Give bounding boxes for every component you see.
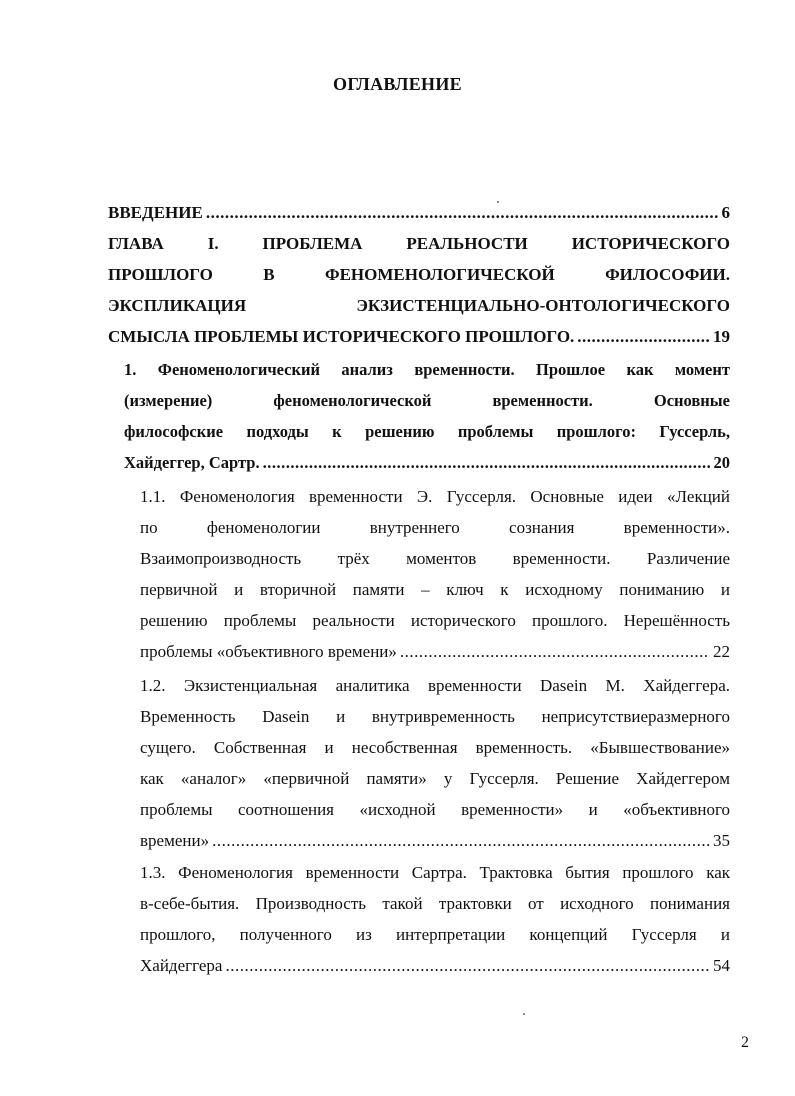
toc-entry-title: Хайдеггера: [140, 956, 223, 975]
toc-page-number: 54: [713, 956, 730, 975]
toc-entry-section-1[interactable]: [124, 354, 730, 478]
toc-entry-title: проблемы «объективного времени»: [140, 642, 397, 661]
toc-entry-title: СМЫСЛА ПРОБЛЕМЫ ИСТОРИЧЕСКОГО ПРОШЛОГО.: [108, 327, 575, 346]
page-number: 2: [741, 1034, 749, 1051]
toc-entry-section-1-3[interactable]: [140, 857, 730, 981]
dot-leader: [400, 636, 710, 667]
toc-entry-line: 1.3. Феноменология временности Сартра. Трактовка бытия прошлого как: [140, 863, 730, 882]
toc-page-number: 6: [721, 203, 730, 222]
toc-entry-line: первичной и вторичной памяти – ключ к исходному пониманию и: [140, 580, 730, 599]
toc-entry-line: [140, 825, 730, 856]
toc-entry-section-1-2[interactable]: [140, 670, 730, 856]
toc-entry-line: 1.2. Экзистенциальная аналитика временности Dasein М. Хайдеггера.: [140, 676, 730, 695]
toc-entry-line: [140, 636, 730, 667]
toc-page-number: 22: [713, 642, 730, 661]
toc-entry-line: [108, 197, 730, 228]
toc-entry-line: 1. Феноменологический анализ временности. Прошлое как момент: [124, 360, 730, 379]
toc-entry-line: ЭКСПЛИКАЦИЯ ЭКЗИСТЕНЦИАЛЬНО-ОНТОЛОГИЧЕСКОГО: [108, 296, 730, 315]
toc-entry-line: прошлого, полученного из интерпретации концепций Гуссерля и: [140, 925, 730, 944]
toc-entry-line: сущего. Собственная и несобственная временность. «Бывшествование»: [140, 738, 730, 757]
toc-entry-line: проблемы соотношения «исходной временности» и «объективного: [140, 800, 730, 819]
toc-page-number: 35: [713, 831, 730, 850]
toc-page-number: 19: [713, 327, 730, 346]
toc-entry-title: Хайдеггер, Сартр.: [124, 453, 260, 472]
toc-entry-line: философские подходы к решению проблемы прошлого: Гуссерль,: [124, 422, 730, 441]
toc-entry-line: [140, 950, 730, 981]
toc-entry-title: ВВЕДЕНИЕ: [108, 203, 203, 222]
toc-entry-line: по феноменологии внутреннего сознания временности».: [140, 518, 730, 537]
toc-entry-line: ПРОШЛОГО В ФЕНОМЕНОЛОГИЧЕСКОЙ ФИЛОСОФИИ.: [108, 265, 730, 284]
scan-speck: [523, 1013, 525, 1015]
dot-leader: [225, 950, 710, 981]
dot-leader: [263, 447, 711, 478]
toc-page-number: 20: [713, 453, 730, 472]
toc-entry-chapter-1[interactable]: [108, 228, 730, 352]
dot-leader: [206, 197, 719, 228]
toc-entry-line: (измерение) феноменологической временности. Основные: [124, 391, 730, 410]
toc-entry-line: Взаимопроизводность трёх моментов временности. Различение: [140, 549, 730, 568]
toc-entry-line: в-себе-бытия. Производность такой трактовки от исходного понимания: [140, 894, 730, 913]
toc-entry-line: как «аналог» «первичной памяти» у Гуссерля. Решение Хайдеггером: [140, 769, 730, 788]
toc-entry-line: [108, 321, 730, 352]
toc-entry-line: решению проблемы реальности исторического прошлого. Нерешённость: [140, 611, 730, 630]
dot-leader: [212, 825, 710, 856]
toc-entry-section-1-1[interactable]: [140, 481, 730, 667]
toc-entry-title: времени»: [140, 831, 210, 850]
toc-entry-line: ГЛАВА I. ПРОБЛЕМА РЕАЛЬНОСТИ ИСТОРИЧЕСКОГО: [108, 234, 730, 253]
dot-leader: [577, 321, 710, 352]
page-title: ОГЛАВЛЕНИЕ: [333, 74, 462, 94]
toc-entry-line: Временность Dasein и внутривременность неприсутствиеразмерного: [140, 707, 730, 726]
toc-entry-introduction[interactable]: [108, 197, 730, 228]
toc-entry-line: 1.1. Феноменология временности Э. Гуссерля. Основные идеи «Лекций: [140, 487, 730, 506]
toc-entry-line: [124, 447, 730, 478]
